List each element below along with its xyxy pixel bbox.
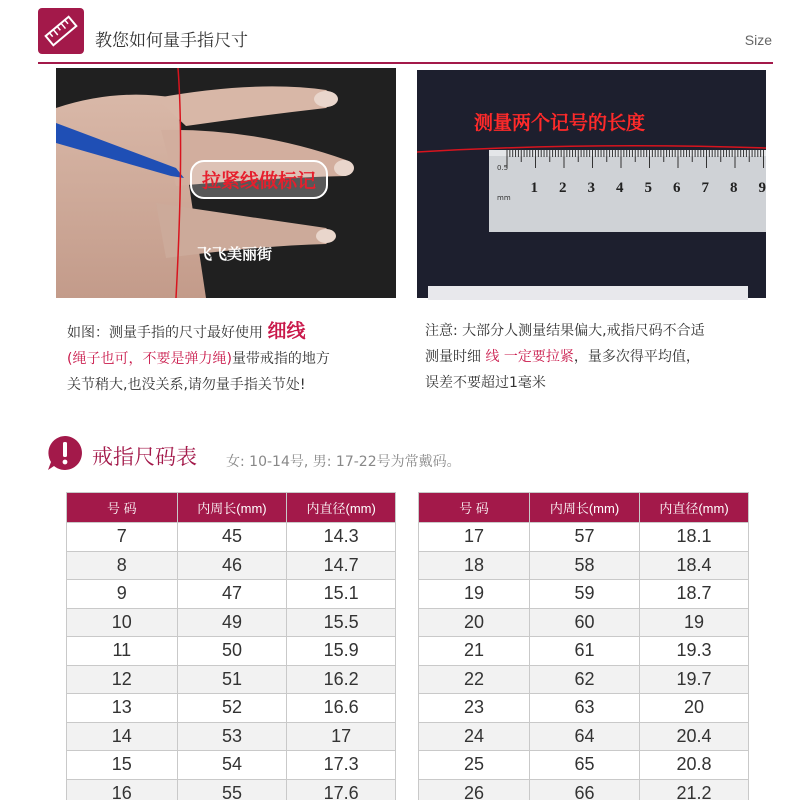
- ruler-icon: [38, 8, 84, 54]
- table-cell: 66: [530, 779, 640, 800]
- table-cell: 23: [419, 694, 530, 723]
- table-cell: 18: [419, 551, 530, 580]
- table-row: [67, 694, 396, 723]
- table-row: [67, 523, 396, 552]
- table-row: [419, 694, 749, 723]
- ruler-number: 1: [530, 180, 538, 196]
- table-cell: 20: [640, 694, 749, 723]
- table-row: [419, 551, 749, 580]
- header-divider: [38, 62, 773, 64]
- table-cell: 65: [530, 751, 640, 780]
- table-cell: 14.3: [287, 523, 396, 552]
- ruler-number: 7: [701, 180, 709, 196]
- exclamation-icon: [46, 434, 84, 472]
- note-text: ，量多次得平均值，: [573, 349, 700, 365]
- note-text: 量带戒指的地方: [231, 351, 330, 367]
- table-cell: 18.1: [640, 523, 749, 552]
- table-cell: 21: [419, 637, 530, 666]
- table-cell: 64: [530, 722, 640, 751]
- note-text: 注意: 大部分人测量结果偏大,戒指尺码不合适: [425, 323, 705, 339]
- ruler-number: 4: [616, 180, 624, 196]
- table-row: [419, 608, 749, 637]
- table-cell: 25: [419, 751, 530, 780]
- column-header: 内周长(mm): [530, 493, 640, 523]
- table-row: [67, 722, 396, 751]
- table-cell: 50: [177, 637, 287, 666]
- section-subtitle: 女: 10-14号, 男: 17-22号为常戴码。: [226, 454, 461, 470]
- measure-note-left: [67, 318, 330, 398]
- ruler-number: 8: [730, 180, 738, 196]
- table-cell: 20.8: [640, 751, 749, 780]
- ring-size-table-right: [418, 492, 749, 800]
- table-cell: 17: [419, 523, 530, 552]
- table-cell: 17.3: [287, 751, 396, 780]
- table-cell: 49: [177, 608, 287, 637]
- table-cell: 12: [67, 665, 178, 694]
- table-cell: 60: [530, 608, 640, 637]
- table-cell: 52: [177, 694, 287, 723]
- table-row: [67, 637, 396, 666]
- note-text: 测量时细: [425, 349, 481, 365]
- table-cell: 15: [67, 751, 178, 780]
- column-header: 号 码: [67, 493, 178, 523]
- table-row: [67, 751, 396, 780]
- table-cell: 57: [530, 523, 640, 552]
- table-cell: 10: [67, 608, 178, 637]
- table-cell: 55: [177, 779, 287, 800]
- table-cell: 16: [67, 779, 178, 800]
- svg-text:0.5: 0.5: [497, 164, 509, 172]
- table-cell: 16.6: [287, 694, 396, 723]
- column-header: 内直径(mm): [287, 493, 396, 523]
- note-text: 如图：测量手指的尺寸最好使用: [67, 325, 263, 341]
- note-text: 误差不要超过1毫米: [425, 375, 546, 391]
- table-cell: 7: [67, 523, 178, 552]
- ruler-number: 5: [644, 180, 652, 196]
- table-row: [67, 551, 396, 580]
- table-cell: 15.5: [287, 608, 396, 637]
- note-highlight: 细线: [267, 320, 306, 342]
- table-row: [67, 580, 396, 609]
- svg-text:mm: mm: [497, 194, 511, 202]
- table-cell: 51: [177, 665, 287, 694]
- table-cell: 58: [530, 551, 640, 580]
- table-cell: 16.2: [287, 665, 396, 694]
- table-cell: 63: [530, 694, 640, 723]
- page-title: 教您如何量手指尺寸: [95, 31, 248, 51]
- table-cell: 46: [177, 551, 287, 580]
- table-cell: 62: [530, 665, 640, 694]
- photo-caption-mark: 拉紧线做标记: [190, 160, 328, 199]
- table-row: [419, 751, 749, 780]
- table-cell: 47: [177, 580, 287, 609]
- section-title: 戒指尺码表: [92, 445, 197, 469]
- page-header: [0, 0, 800, 66]
- table-cell: 9: [67, 580, 178, 609]
- table-cell: 15.9: [287, 637, 396, 666]
- table-row: [67, 779, 396, 800]
- column-header: 号 码: [419, 493, 530, 523]
- table-row: [419, 779, 749, 800]
- ruler-number: 3: [587, 180, 595, 196]
- table-cell: 17.6: [287, 779, 396, 800]
- watermark-text: 飞飞美丽街: [197, 245, 273, 263]
- table-cell: 19: [640, 608, 749, 637]
- table-row: [67, 608, 396, 637]
- table-cell: 8: [67, 551, 178, 580]
- ruler-number: 6: [673, 180, 681, 196]
- table-cell: 13: [67, 694, 178, 723]
- table-cell: 14: [67, 722, 178, 751]
- table-row: [419, 637, 749, 666]
- size-label: Size: [744, 32, 772, 48]
- table-cell: 20: [419, 608, 530, 637]
- column-header: 内直径(mm): [640, 493, 749, 523]
- table-cell: 19.7: [640, 665, 749, 694]
- table-cell: 18.7: [640, 580, 749, 609]
- table-cell: 17: [287, 722, 396, 751]
- table-cell: 21.2: [640, 779, 749, 800]
- column-header: 内周长(mm): [177, 493, 287, 523]
- note-highlight: (绳子也可，不要是弹力绳): [67, 351, 232, 367]
- note-highlight: 线 一定要拉紧: [485, 349, 574, 365]
- photo-caption-length: 测量两个记号的长度: [474, 112, 646, 134]
- table-cell: 18.4: [640, 551, 749, 580]
- table-cell: 19: [419, 580, 530, 609]
- table-cell: 26: [419, 779, 530, 800]
- measure-note-right: [425, 318, 705, 396]
- table-cell: 45: [177, 523, 287, 552]
- table-cell: 61: [530, 637, 640, 666]
- table-row: [419, 580, 749, 609]
- table-cell: 20.4: [640, 722, 749, 751]
- ring-size-table-left: [66, 492, 396, 800]
- note-text: 关节稍大,也没关系,请勿量手指关节处!: [67, 377, 306, 393]
- table-cell: 22: [419, 665, 530, 694]
- table-cell: 19.3: [640, 637, 749, 666]
- table-cell: 24: [419, 722, 530, 751]
- ruler-number: 9: [758, 180, 766, 196]
- table-cell: 14.7: [287, 551, 396, 580]
- ruler-number: 2: [559, 180, 567, 196]
- table-row: [419, 523, 749, 552]
- table-cell: 11: [67, 637, 178, 666]
- table-cell: 54: [177, 751, 287, 780]
- table-row: [419, 722, 749, 751]
- photo-shadow: [428, 286, 748, 300]
- table-cell: 59: [530, 580, 640, 609]
- table-row: [67, 665, 396, 694]
- ruler-measure-photo: [417, 70, 766, 298]
- table-cell: 53: [177, 722, 287, 751]
- table-row: [419, 665, 749, 694]
- table-cell: 15.1: [287, 580, 396, 609]
